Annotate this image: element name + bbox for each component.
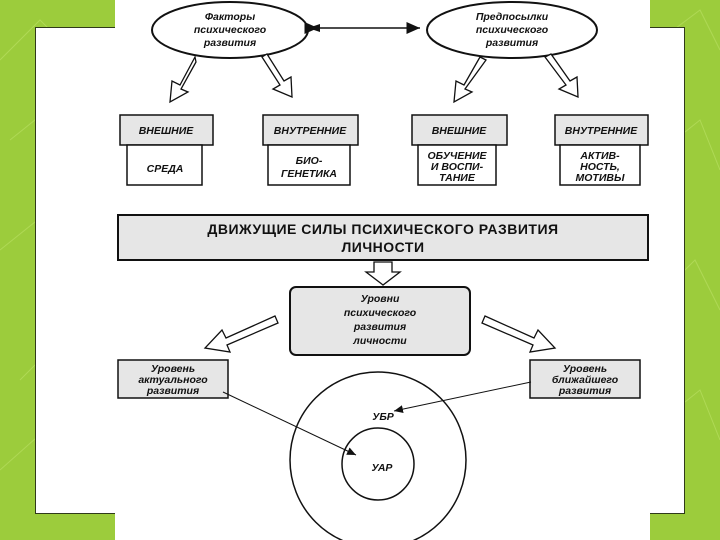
proximal-level-line-2: ближайшего <box>551 374 619 386</box>
actual-abbr: УАР <box>371 462 393 474</box>
levels-line-4: личности <box>353 335 407 347</box>
factors-internal-label: ВНУТРЕННИЕ <box>273 125 347 137</box>
factors-line-2: психического <box>193 24 267 36</box>
factors-line-1: Факторы <box>204 11 256 23</box>
levels-line-3: развития <box>353 321 407 333</box>
biogenetics-line-1: БИО- <box>295 155 323 167</box>
premises-internal-label: ВНУТРЕННИЕ <box>564 125 638 137</box>
activity-line-1: АКТИВ- <box>580 150 620 162</box>
down-arrow <box>366 262 400 285</box>
premises-external-label: ВНЕШНИЕ <box>431 125 487 137</box>
actual-level-line-2: актуального <box>138 374 208 386</box>
zpd-abbr: УБР <box>372 411 394 423</box>
premises-line-1: Предпосылки <box>475 11 549 23</box>
education-line-1: ОБУЧЕНИЕ <box>427 150 487 162</box>
ellipse-branch-arrows <box>170 54 578 102</box>
proximal-level-line-1: Уровень <box>562 363 608 375</box>
actual-level-line-1: Уровень <box>150 363 196 375</box>
activity-line-2: НОСТЬ, <box>580 161 620 173</box>
levels-line-1: Уровни <box>360 293 400 305</box>
education-line-2: И ВОСПИ- <box>430 161 484 173</box>
factors-line-3: развития <box>203 37 257 49</box>
premises-line-3: развития <box>485 37 539 49</box>
education-line-3: ТАНИЕ <box>439 172 475 184</box>
factors-external-label: ВНЕШНИЕ <box>138 125 194 137</box>
actual-level-line-3: развития <box>146 385 200 397</box>
biogenetics-line-2: ГЕНЕТИКА <box>280 168 338 180</box>
proximal-level-line-3: развития <box>558 385 612 397</box>
driving-forces-line-2: ЛИЧНОСТИ <box>341 239 425 255</box>
premises-line-2: психического <box>475 24 549 36</box>
driving-forces-line-1: ДВИЖУЩИЕ СИЛЫ ПСИХИЧЕСКОГО РАЗВИТИЯ <box>207 221 559 237</box>
levels-line-2: психического <box>343 307 417 319</box>
activity-line-3: МОТИВЫ <box>575 172 625 184</box>
detail-boxes <box>127 145 640 185</box>
environment-label: СРЕДА <box>146 163 184 175</box>
